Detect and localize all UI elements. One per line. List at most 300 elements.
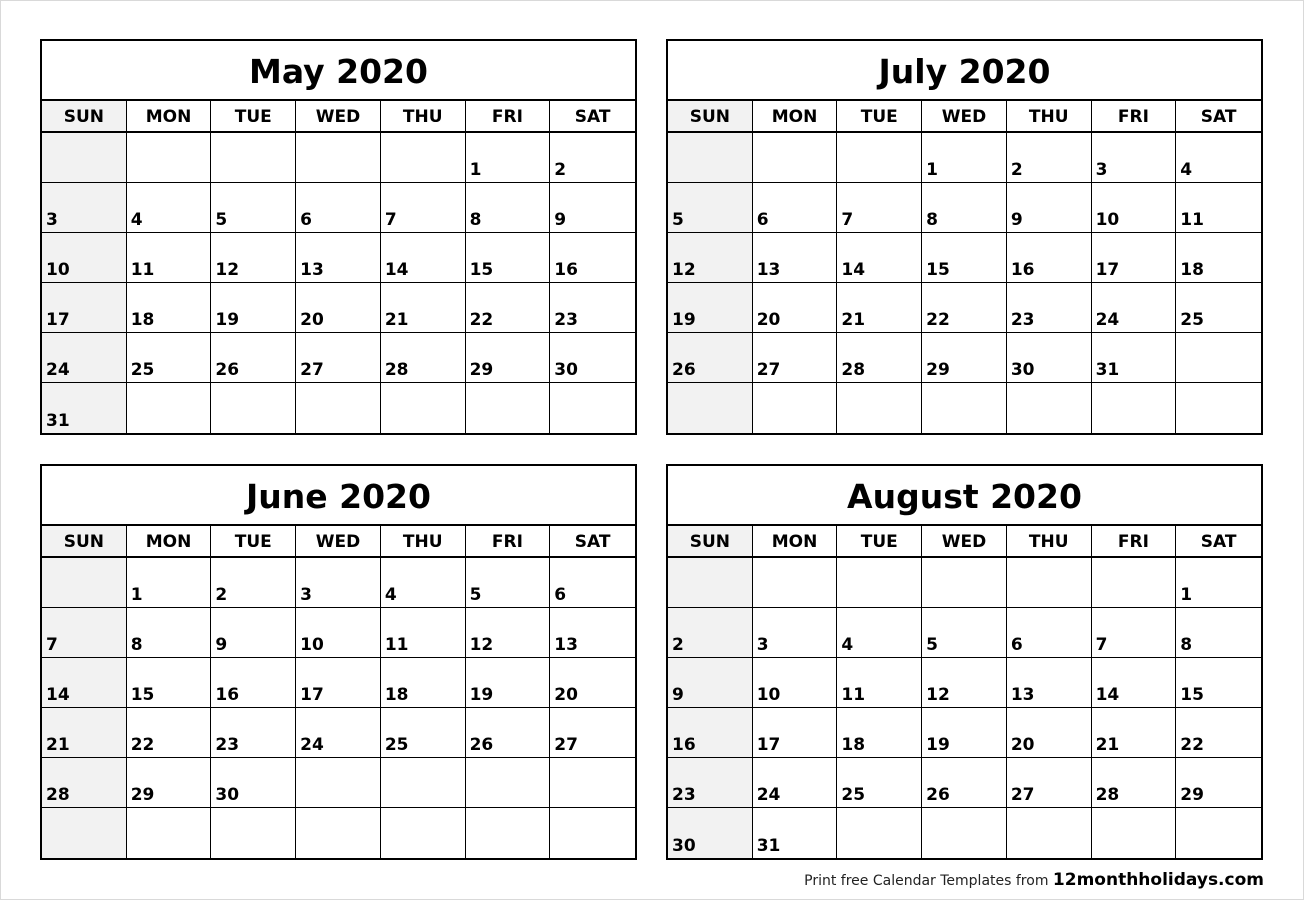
day-number: 1 [469, 160, 482, 180]
day-cell [296, 808, 381, 858]
day-cell [837, 658, 922, 708]
day-number: 24 [300, 735, 324, 755]
day-cell [127, 183, 212, 233]
weekday-header: SUN [42, 526, 127, 558]
day-cell [668, 658, 753, 708]
day-cell [550, 658, 635, 708]
day-number: 18 [841, 735, 866, 755]
day-cell [1007, 133, 1092, 183]
day-cell [211, 658, 296, 708]
day-cell [127, 558, 212, 608]
day-number: 31 [46, 411, 70, 431]
day-cell [1092, 608, 1177, 658]
day-number: 16 [672, 735, 696, 755]
day-cell [42, 658, 127, 708]
day-cell [668, 333, 753, 383]
day-cell [550, 708, 635, 758]
weekday-header: FRI [1092, 101, 1177, 133]
day-number: 17 [46, 310, 70, 330]
day-number: 30 [672, 836, 696, 856]
day-number: 31 [1095, 360, 1120, 380]
day-cell [381, 283, 466, 333]
day-cell [466, 133, 551, 183]
day-cell [550, 808, 635, 858]
day-number: 23 [672, 785, 696, 805]
day-cell [466, 758, 551, 808]
day-number: 13 [756, 260, 781, 280]
day-cell [1007, 708, 1092, 758]
day-cell [837, 333, 922, 383]
day-cell [381, 133, 466, 183]
day-number: 20 [756, 310, 781, 330]
month-title: May 2020 [42, 41, 635, 101]
day-cell [1092, 758, 1177, 808]
day-cell [1176, 283, 1261, 333]
day-number: 29 [469, 360, 494, 380]
weekday-header: WED [296, 526, 381, 558]
day-cell [466, 558, 551, 608]
day-cell [381, 808, 466, 858]
day-number: 4 [1180, 160, 1193, 180]
weekday-header: TUE [211, 101, 296, 133]
day-cell [837, 808, 922, 858]
day-cell [668, 558, 753, 608]
day-number: 11 [1180, 210, 1204, 230]
day-number: 16 [215, 685, 240, 705]
day-number: 1 [926, 160, 938, 180]
day-cell [296, 383, 381, 433]
day-cell [466, 708, 551, 758]
day-cell [127, 133, 212, 183]
day-number: 21 [1095, 735, 1120, 755]
day-number: 23 [1010, 310, 1035, 330]
day-number: 7 [46, 635, 58, 655]
day-cell [753, 758, 838, 808]
day-number: 30 [215, 785, 240, 805]
day-cell [296, 758, 381, 808]
day-cell [550, 758, 635, 808]
day-number: 22 [926, 310, 950, 330]
day-cell [837, 183, 922, 233]
day-number: 10 [1095, 210, 1120, 230]
day-number: 4 [384, 585, 397, 605]
day-number: 20 [1010, 735, 1035, 755]
weekday-header: FRI [1092, 526, 1177, 558]
day-cell [837, 708, 922, 758]
day-cell [211, 233, 296, 283]
day-cell [1092, 133, 1177, 183]
day-cell [837, 758, 922, 808]
weekday-header: THU [1007, 526, 1092, 558]
day-cell [837, 383, 922, 433]
day-cell [1092, 283, 1177, 333]
day-cell [922, 283, 1007, 333]
day-number: 13 [1010, 685, 1035, 705]
day-number: 6 [756, 210, 769, 230]
day-cell [1176, 383, 1261, 433]
day-number: 9 [215, 635, 228, 655]
day-cell [668, 608, 753, 658]
day-cell [42, 183, 127, 233]
day-number: 12 [926, 685, 950, 705]
weekday-header: SUN [668, 101, 753, 133]
day-cell [753, 808, 838, 858]
day-cell [211, 708, 296, 758]
day-number: 26 [469, 735, 494, 755]
day-cell [1092, 333, 1177, 383]
day-number: 3 [46, 210, 58, 230]
day-cell [550, 558, 635, 608]
weekday-header: MON [127, 526, 212, 558]
day-cell [753, 383, 838, 433]
day-number: 7 [841, 210, 854, 230]
day-cell [127, 758, 212, 808]
day-cell [668, 808, 753, 858]
day-cell [668, 183, 753, 233]
day-number: 8 [469, 210, 482, 230]
day-cell [922, 333, 1007, 383]
day-number: 23 [215, 735, 240, 755]
day-number: 19 [469, 685, 494, 705]
day-cell [837, 283, 922, 333]
day-cell [381, 558, 466, 608]
day-cell [550, 283, 635, 333]
day-number: 30 [1010, 360, 1035, 380]
day-cell [1007, 558, 1092, 608]
day-cell [1007, 608, 1092, 658]
day-cell [1007, 333, 1092, 383]
day-number: 2 [554, 160, 567, 180]
day-cell [753, 558, 838, 608]
day-number: 20 [554, 685, 578, 705]
day-cell [1176, 808, 1261, 858]
day-cell [466, 183, 551, 233]
day-cell [922, 383, 1007, 433]
day-cell [42, 558, 127, 608]
day-number: 2 [672, 635, 684, 655]
day-cell [1176, 558, 1261, 608]
day-cell [1176, 758, 1261, 808]
day-number: 22 [1180, 735, 1204, 755]
day-cell [296, 133, 381, 183]
day-cell [211, 333, 296, 383]
day-number: 13 [300, 260, 324, 280]
day-cell [922, 133, 1007, 183]
day-cell [296, 558, 381, 608]
day-number: 21 [46, 735, 70, 755]
day-cell [550, 383, 635, 433]
day-cell [42, 708, 127, 758]
day-number: 22 [469, 310, 494, 330]
day-number: 1 [1180, 585, 1193, 605]
day-number: 18 [384, 685, 409, 705]
day-number: 9 [1010, 210, 1023, 230]
day-cell [42, 333, 127, 383]
day-cell [127, 383, 212, 433]
weekday-header: WED [922, 526, 1007, 558]
day-cell [381, 333, 466, 383]
weekday-header: WED [922, 101, 1007, 133]
day-cell [42, 758, 127, 808]
day-cell [837, 608, 922, 658]
day-number: 3 [756, 635, 769, 655]
day-cell [668, 133, 753, 183]
day-cell [381, 758, 466, 808]
day-number: 5 [215, 210, 228, 230]
calendar-august-2020 [666, 464, 1263, 860]
day-cell [296, 233, 381, 283]
day-cell [1176, 133, 1261, 183]
day-cell [296, 283, 381, 333]
day-cell [922, 608, 1007, 658]
day-number: 18 [130, 310, 155, 330]
day-cell [1092, 658, 1177, 708]
day-number: 29 [130, 785, 155, 805]
weekday-header: TUE [837, 526, 922, 558]
day-number: 14 [841, 260, 866, 280]
weekday-header: THU [1007, 101, 1092, 133]
day-number: 22 [130, 735, 155, 755]
day-cell [837, 233, 922, 283]
day-number: 29 [1180, 785, 1204, 805]
day-cell [296, 183, 381, 233]
day-number: 14 [384, 260, 409, 280]
day-number: 25 [841, 785, 866, 805]
day-cell [466, 608, 551, 658]
weekday-header: MON [127, 101, 212, 133]
weekday-header: SAT [550, 101, 635, 133]
day-cell [42, 608, 127, 658]
day-cell [1176, 708, 1261, 758]
day-cell [127, 333, 212, 383]
weekday-header: SUN [42, 101, 127, 133]
day-cell [668, 708, 753, 758]
day-cell [127, 283, 212, 333]
day-cell [668, 283, 753, 333]
day-number: 5 [469, 585, 482, 605]
day-cell [550, 333, 635, 383]
day-cell [1007, 183, 1092, 233]
month-title: August 2020 [668, 466, 1261, 526]
day-cell [381, 233, 466, 283]
day-cell [922, 233, 1007, 283]
day-grid [668, 526, 1261, 858]
day-number: 11 [841, 685, 866, 705]
day-number: 28 [841, 360, 866, 380]
day-number: 26 [926, 785, 950, 805]
day-number: 4 [130, 210, 143, 230]
day-cell [1007, 233, 1092, 283]
day-cell [668, 233, 753, 283]
day-number: 1 [130, 585, 143, 605]
day-number: 17 [756, 735, 781, 755]
day-number: 16 [554, 260, 578, 280]
day-number: 27 [756, 360, 781, 380]
day-number: 4 [841, 635, 854, 655]
day-grid [668, 101, 1261, 433]
day-cell [127, 658, 212, 708]
day-number: 28 [384, 360, 409, 380]
day-number: 19 [672, 310, 696, 330]
day-cell [922, 708, 1007, 758]
day-cell [922, 758, 1007, 808]
day-number: 8 [1180, 635, 1193, 655]
footer-site-link[interactable]: 12monthholidays.com [1052, 870, 1264, 890]
weekday-header: SAT [550, 526, 635, 558]
day-cell [1176, 183, 1261, 233]
day-cell [211, 608, 296, 658]
day-cell [211, 133, 296, 183]
day-cell [211, 808, 296, 858]
day-number: 11 [130, 260, 155, 280]
day-cell [1092, 383, 1177, 433]
day-cell [837, 558, 922, 608]
day-cell [211, 283, 296, 333]
weekday-header: SAT [1176, 526, 1261, 558]
weekday-header: TUE [837, 101, 922, 133]
day-cell [1007, 383, 1092, 433]
day-cell [668, 758, 753, 808]
day-number: 24 [756, 785, 781, 805]
day-cell [211, 558, 296, 608]
day-cell [1176, 608, 1261, 658]
day-number: 11 [384, 635, 409, 655]
day-cell [922, 183, 1007, 233]
day-cell [42, 808, 127, 858]
month-title: July 2020 [668, 41, 1261, 101]
weekday-header: SAT [1176, 101, 1261, 133]
day-cell [753, 608, 838, 658]
weekday-header: MON [753, 526, 838, 558]
day-cell [466, 658, 551, 708]
weekday-header: MON [753, 101, 838, 133]
day-number: 29 [926, 360, 950, 380]
day-number: 25 [130, 360, 155, 380]
weekday-header: WED [296, 101, 381, 133]
day-number: 18 [1180, 260, 1204, 280]
day-number: 15 [469, 260, 494, 280]
day-number: 12 [672, 260, 696, 280]
day-cell [753, 333, 838, 383]
day-number: 20 [300, 310, 324, 330]
day-cell [922, 808, 1007, 858]
day-number: 2 [215, 585, 228, 605]
day-number: 8 [926, 210, 938, 230]
weekday-header: THU [381, 101, 466, 133]
day-cell [753, 658, 838, 708]
month-title: June 2020 [42, 466, 635, 526]
day-cell [466, 808, 551, 858]
day-number: 24 [1095, 310, 1120, 330]
calendar-may-2020 [40, 39, 637, 435]
day-number: 14 [1095, 685, 1120, 705]
calendar-july-2020 [666, 39, 1263, 435]
day-cell [42, 133, 127, 183]
day-cell [668, 383, 753, 433]
day-cell [837, 133, 922, 183]
day-cell [127, 708, 212, 758]
day-cell [42, 283, 127, 333]
day-cell [42, 233, 127, 283]
day-number: 7 [1095, 635, 1108, 655]
day-cell [466, 333, 551, 383]
day-cell [550, 133, 635, 183]
day-number: 30 [554, 360, 578, 380]
day-cell [42, 383, 127, 433]
day-cell [753, 708, 838, 758]
day-cell [466, 233, 551, 283]
day-number: 27 [1010, 785, 1035, 805]
day-cell [381, 658, 466, 708]
weekday-header: FRI [466, 101, 551, 133]
day-grid [42, 526, 635, 858]
day-number: 21 [384, 310, 409, 330]
day-cell [211, 183, 296, 233]
day-number: 6 [1010, 635, 1023, 655]
day-number: 3 [300, 585, 312, 605]
day-cell [211, 758, 296, 808]
day-number: 21 [841, 310, 866, 330]
day-cell [922, 558, 1007, 608]
day-number: 6 [554, 585, 567, 605]
footer-text: Print free Calendar Templates from [804, 873, 1049, 889]
day-number: 5 [672, 210, 684, 230]
day-cell [550, 183, 635, 233]
day-cell [381, 183, 466, 233]
day-number: 12 [215, 260, 240, 280]
day-number: 23 [554, 310, 578, 330]
day-cell [381, 383, 466, 433]
day-cell [922, 658, 1007, 708]
day-cell [296, 658, 381, 708]
day-cell [753, 133, 838, 183]
day-number: 15 [1180, 685, 1204, 705]
day-cell [127, 233, 212, 283]
day-number: 7 [384, 210, 397, 230]
day-number: 6 [300, 210, 312, 230]
day-cell [127, 808, 212, 858]
day-cell [381, 708, 466, 758]
day-number: 27 [554, 735, 578, 755]
day-cell [550, 608, 635, 658]
day-cell [296, 333, 381, 383]
day-cell [1092, 708, 1177, 758]
weekday-header: SUN [668, 526, 753, 558]
day-number: 28 [46, 785, 70, 805]
day-grid [42, 101, 635, 433]
day-number: 9 [672, 685, 684, 705]
day-cell [753, 283, 838, 333]
day-cell [1092, 183, 1177, 233]
footer-credit [804, 870, 1264, 890]
day-cell [466, 383, 551, 433]
day-number: 12 [469, 635, 494, 655]
day-number: 15 [926, 260, 950, 280]
day-cell [1176, 233, 1261, 283]
day-cell [296, 708, 381, 758]
day-number: 17 [300, 685, 324, 705]
day-cell [381, 608, 466, 658]
day-number: 25 [1180, 310, 1204, 330]
day-number: 26 [215, 360, 240, 380]
day-number: 28 [1095, 785, 1120, 805]
day-number: 15 [130, 685, 155, 705]
day-cell [1007, 283, 1092, 333]
day-cell [1007, 758, 1092, 808]
day-number: 5 [926, 635, 938, 655]
day-number: 13 [554, 635, 578, 655]
day-number: 2 [1010, 160, 1023, 180]
